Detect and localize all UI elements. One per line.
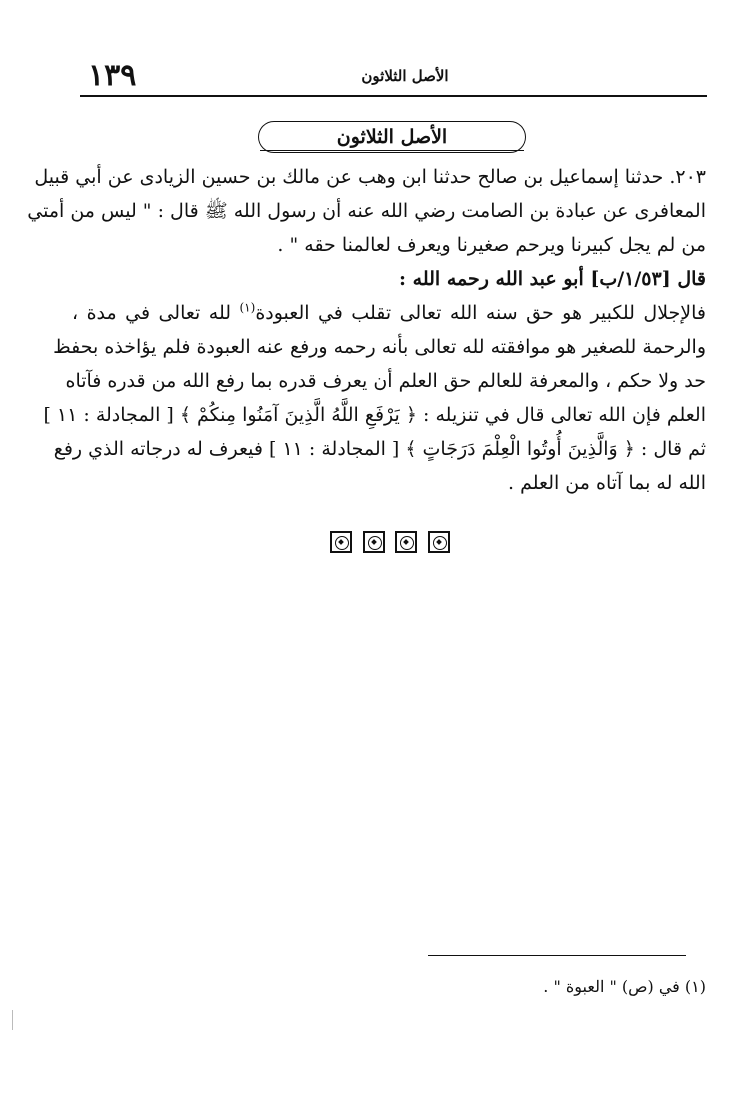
body-line: من لم يجل كبيرنا ويرحم صغيرنا ويعرف لعالمنا حقه " . [277,234,706,256]
ornament-icon [395,531,417,553]
footnote-rule [428,955,686,956]
body-line: المعافرى عن عبادة بن الصامت رضي الله عنه أن رسول الله ﷺ قال : " ليس من أمتي [27,200,706,222]
section-divider-ornaments [330,531,450,555]
ornament-icon [363,531,385,553]
header-rule [80,95,707,97]
ornament-icon [428,531,450,553]
body-line-heading: قال [١/٥٣/ب] أبو عبد الله رحمه الله : [399,268,706,290]
body-line: الله له بما آتاه من العلم . [508,472,706,494]
ornament-icon [330,531,352,553]
scan-edge-mark [12,1010,13,1030]
chapter-title: الأصل الثلاثون [336,126,448,148]
page-number: ١٣٩ [88,58,137,93]
body-line [72,296,706,330]
body-line: العلم فإن الله تعالى قال في تنزيله : ﴿ يَرْفَعِ اللَّهُ الَّذِينَ آمَنُوا مِنكُمْ ﴾ [ المجادلة : ١١ ] [43,404,706,426]
footnote-marker: (١) [239,300,256,315]
body-line: ثم قال : ﴿ وَالَّذِينَ أُوتُوا الْعِلْمَ دَرَجَاتٍ ﴾ [ المجادلة : ١١ ] فيعرف له درجاته الذي رفع [53,438,706,460]
running-header-title: الأصل الثلاثون [361,67,449,85]
chapter-title-underline [260,150,524,151]
body-text [27,160,706,500]
body-line: حد ولا حكم ، والمعرفة للعالم حق العلم أن يعرف قدره بما رفع الله من قدره فآتاه [65,370,706,392]
body-line-part: فالإجلال للكبير هو حق سنه الله تعالى تقلب في العبودة [255,302,706,324]
footnote: (١) في (ص) " العبوة " . [543,977,706,996]
body-line: ٢٠٣. حدثنا إسماعيل بن صالح حدثنا ابن وهب عن مالك بن حسين الزيادى عن أبي قبيل [34,166,706,188]
body-line-part: لله تعالى في مدة ، [72,302,240,324]
body-line: والرحمة للصغير هو موافقته لله تعالى بأنه رحمه ورفع عنه العبودة فلم يؤاخذه بحفظ [53,336,706,358]
